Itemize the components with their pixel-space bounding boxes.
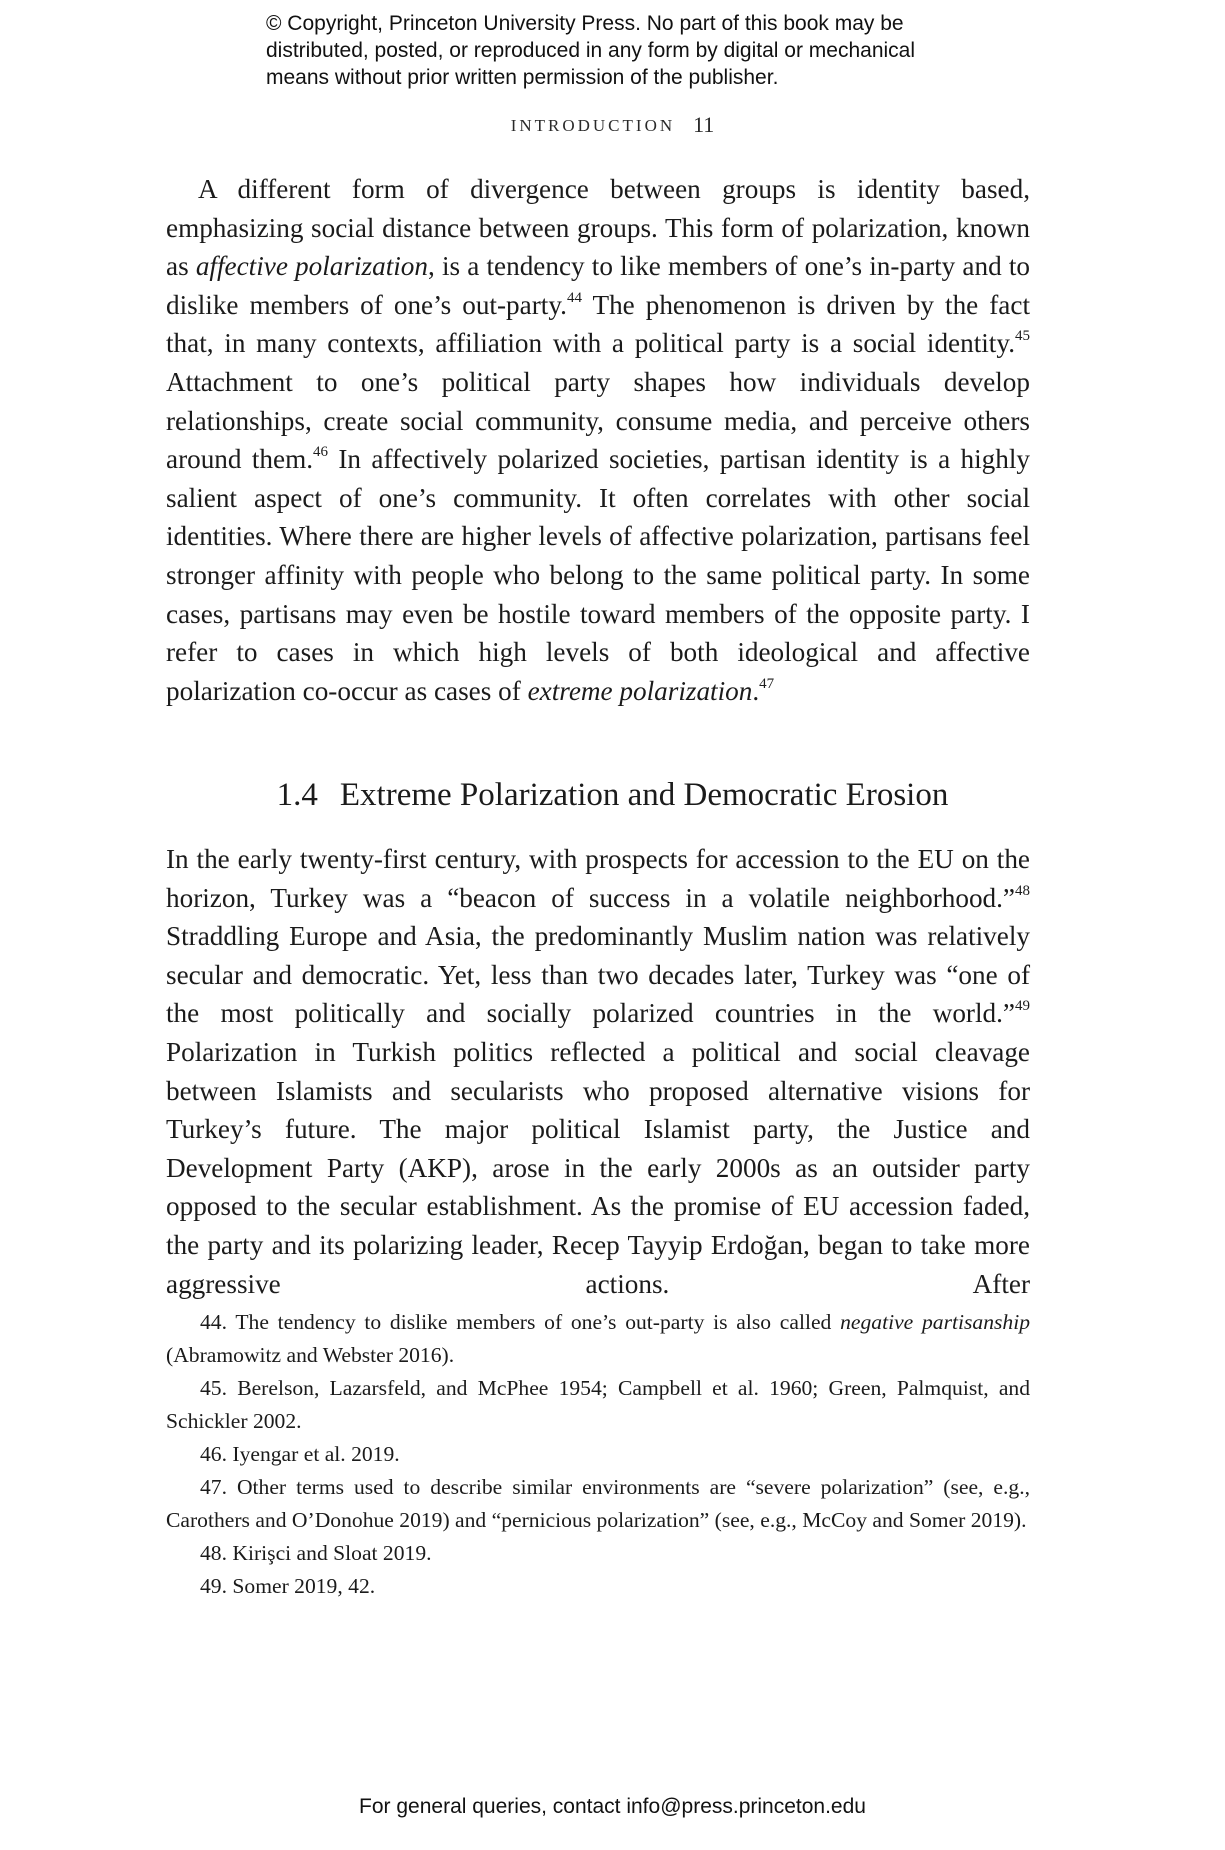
- emphasis-term: negative partisanship: [840, 1310, 1030, 1334]
- paragraph-text: [166, 170, 1030, 710]
- footnote-46: 46. Iyengar et al. 2019.: [200, 1442, 400, 1466]
- copyright-notice: [266, 10, 1026, 91]
- running-head-label: INTRODUCTION: [510, 116, 676, 135]
- text-run: Straddling Europe and Asia, the predominantly Muslim nation was relatively secular and democratic. Yet, less than two decades later, Turkey was “one of the most politically and socially polarized countries in the world.”: [166, 921, 1030, 1029]
- footnote-ref[interactable]: 45: [1015, 328, 1030, 345]
- footnote-48: 48. Kirişci and Sloat 2019.: [200, 1541, 432, 1565]
- text-run: , is a tendency to like members of one’s in-party and to dislike members of one’s out-party.: [166, 251, 1030, 320]
- text-run: Attachment to one’s political party shapes how individuals develop relationships, create social community, consume media, and perceive others around them.: [166, 366, 1030, 475]
- text-run: 44. The tendency to dislike members of one’s out-party is also called: [200, 1310, 841, 1334]
- text-run: Polarization in Turkish politics reflected a political and social cleavage between Islamists and secularists who proposed alternative visions for Turkey’s future. The major political Islamist party, the Justice and Development Party (AKP), arose in the early 2000s as an outsider party opposed to the secular establishment. As the promise of EU accession faded, the party and its polarizing leader, Recep Tayyip Erdoğan, began to take more aggressive actions. After: [166, 1036, 1030, 1299]
- body-paragraph: [166, 170, 1030, 710]
- footnote-45: 45. Berelson, Lazarsfeld, and McPhee 1954; Campbell et al. 1960; Green, Palmquist, and Schickler 2002.: [166, 1376, 1030, 1433]
- footnote-47: 47. Other terms used to describe similar environments are “severe polarization” (see, e.g., Carothers and O’Donohue 2019) and “pernicious polarization” (see, e.g., McCoy and Somer 2019).: [166, 1475, 1030, 1532]
- text-run: The phenomenon is driven by the fact that, in many contexts, affiliation with a political party is a social identity.: [166, 289, 1030, 359]
- section-heading: [0, 777, 1225, 814]
- emphasis-term: extreme polarization: [527, 675, 753, 706]
- copyright-line: distributed, posted, or reproduced in any form by digital or mechanical: [266, 39, 916, 62]
- body-paragraph: [166, 840, 1030, 1303]
- footnote-44: [166, 1306, 1030, 1372]
- footnotes: [166, 1306, 1030, 1603]
- text-run: A different form of divergence between groups is identity based, emphasizing social distance between groups. This form of polarization, known as: [166, 174, 1030, 282]
- footnote-49: 49. Somer 2019, 42.: [200, 1574, 376, 1598]
- emphasis-term: affective polarization: [195, 251, 428, 282]
- section-number: 1.4: [276, 777, 318, 813]
- footer-contact: For general queries, contact info@press.princeton.edu: [359, 1795, 866, 1818]
- footnote-ref[interactable]: 48: [1015, 882, 1030, 899]
- paragraph-text: [166, 840, 1030, 1303]
- text-run: .: [752, 675, 760, 706]
- footnote-ref[interactable]: 46: [313, 444, 329, 461]
- text-run: In the early twenty-first century, with prospects for accession to the EU on the horizon, Turkey was a “beacon of success in a volatile neighborhood.”: [166, 844, 1030, 913]
- footnote-ref[interactable]: 44: [566, 289, 582, 306]
- text-run: In affectively polarized societies, partisan identity is a highly salient aspect of one’s community. It often correlates with other social identities. Where there are higher levels of affective polarization, partisans feel stronger affinity with people who belong to the same political party. In some cases, partisans may even be hostile toward members of the opposite party. I refer to cases in which high levels of both ideological and affective polarization co-occur as cases of: [166, 444, 1030, 706]
- text-run: (Abramowitz and Webster 2016).: [166, 1343, 455, 1367]
- running-head: [0, 112, 1225, 138]
- copyright-line: © Copyright, Princeton University Press. No part of this book may be: [266, 12, 904, 35]
- footnote-ref[interactable]: 47: [759, 675, 775, 692]
- section-title: Extreme Polarization and Democratic Erosion: [339, 777, 949, 813]
- copyright-line: means without prior written permission of the publisher.: [266, 66, 779, 89]
- footnote-ref[interactable]: 49: [1015, 998, 1030, 1015]
- page-number: 11: [693, 112, 715, 137]
